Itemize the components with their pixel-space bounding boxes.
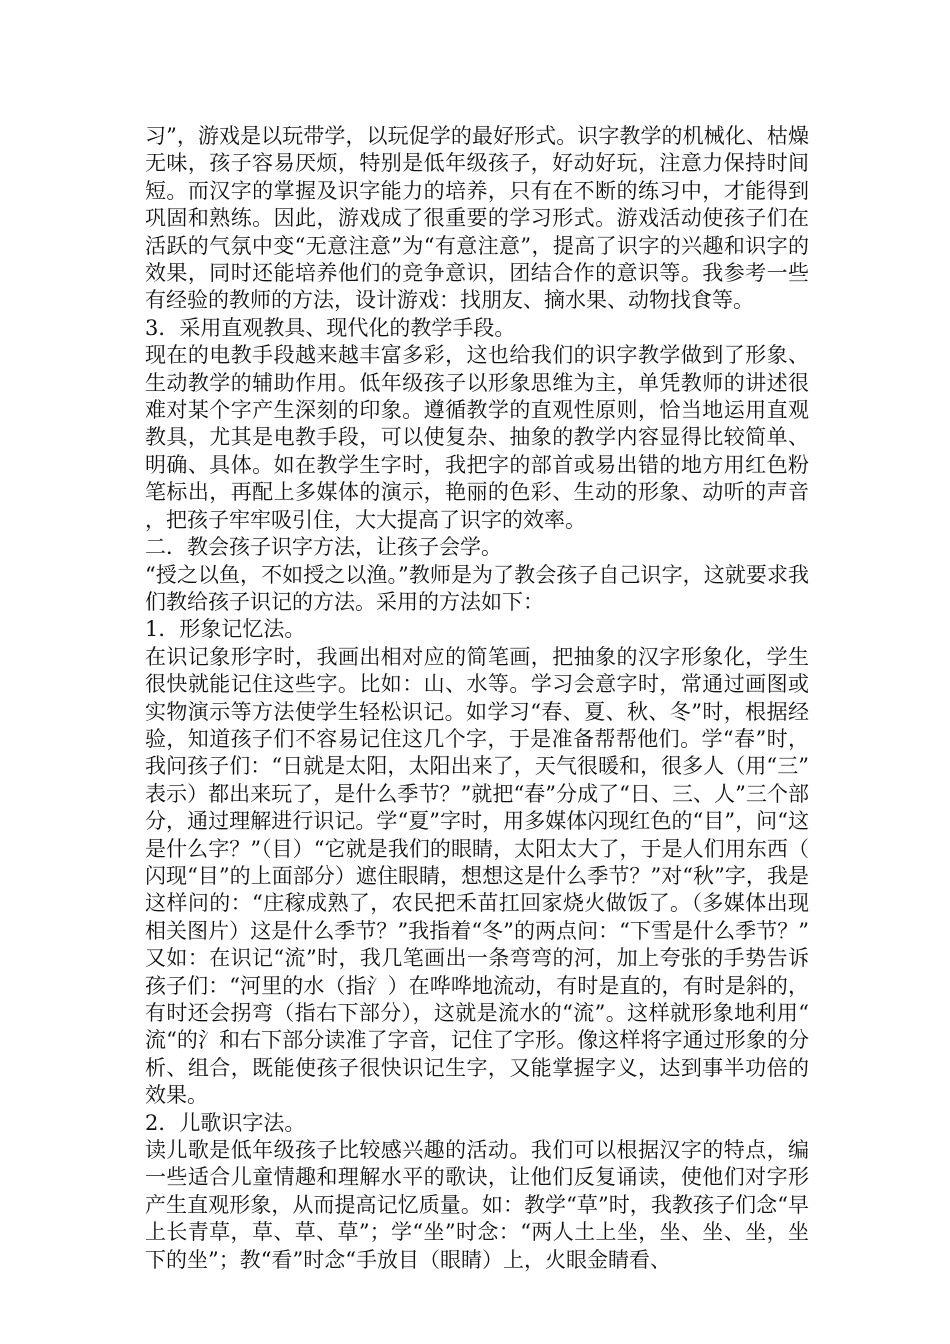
paragraph-nursery-rhyme-method: 读儿歌是低年级孩子比较感兴趣的活动。我们可以根据汉字的特点，编一些适合儿童情趣和理解水平的歌诀，让他们反复诵读，使他们对字形产生直观形象，从而提高记忆质量。如：教学“草”时，我教孩子们念“早上长青草，草、草、草”；学“坐”时念：“两人土上坐，坐、坐、坐，坐下的坐”；教“看”时念“手放目（眼睛）上，火眼金睛看、 — [145, 1138, 809, 1272]
document-page — [145, 123, 809, 1274]
section-heading-image-memory: 1．形象记忆法。 — [145, 617, 306, 642]
section-heading-visual-aids: 3．采用直观教具、现代化的教学手段。 — [145, 315, 516, 340]
paragraph-teach-to-fish: “授之以鱼，不如授之以渔。”教师是为了教会孩子自己识字，这就要求我们教给孩子识记的方法。采用的方法如下： — [145, 562, 809, 614]
paragraph-image-memory-method: 在识记象形字时，我画出相对应的简笔画，把抽象的汉字形象化，学生很快就能记住这些字。比如：山、水等。学习会意字时，常通过画图或实物演示等方法使学生轻松识记。如学习“春、夏、秋、冬”时，根据经验，知道孩子们不容易记住这几个字，于是准备帮帮他们。学“春”时，我问孩子们：“日就是太阳，太阳出来了，天气很暖和，很多人（用“三”表示）都出来玩了，是什么季节？”就把“春”分成了“日、三、人”三个部分，通过理解进行识记。学“夏”字时，用多媒体闪现红色的“目”，问“这是什么字？”（目）“它就是我们的眼睛，太阳太大了，于是人们用东西（闪现“目”的上面部分）遮住眼睛，想想这是什么季节？”对“秋”字，我是这样问的：“庄稼成熟了，农民把禾苗扛回家烧火做饭了。（多媒体出现相关图片）这是什么季节？”我指着“冬”的两点问：“下雪是什么季节？”又如：在识记“流”时，我几笔画出一条弯弯的河，加上夸张的手势告诉孩子们：“河里的水（指氵）在哗哗地流动，有时是直的，有时是斜的，有时还会拐弯（指右下部分），这就是流水的“流”。这样就形象地利用“流“的氵和右下部分读准了字音，记住了字形。像这样将字通过形象的分析、组合，既能使孩子很快识记生字，又能掌握字义，达到事半功倍的效果。 — [145, 644, 809, 1108]
section-heading-teach-methods: 二．教会孩子识字方法，让孩子会学。 — [145, 535, 502, 560]
section-heading-nursery-rhyme: 2．儿歌识字法。 — [145, 1110, 306, 1135]
paragraph-game-learning: 习”，游戏是以玩带学，以玩促学的最好形式。识字教学的机械化、枯燥无味，孩子容易厌烦，特别是低年级孩子，好动好玩，注意力保持时间短。而汉字的掌握及识字能力的培养，只有在不断的练习中，才能得到巩固和熟练。因此，游戏成了很重要的学习形式。游戏活动使孩子们在活跃的气氛中变“无意注意”为“有意注意”，提高了识字的兴趣和识字的效果，同时还能培养他们的竞争意识，团结合作的意识等。我参考一些有经验的教师的方法，设计游戏：找朋友、摘水果、动物找食等。 — [145, 124, 809, 313]
paragraph-multimedia-teaching: 现在的电教手段越来越丰富多彩，这也给我们的识字教学做到了形象、生动教学的辅助作用。低年级孩子以形象思维为主，单凭教师的讲述很难对某个字产生深刻的印象。遵循教学的直观性原则，恰当地运用直观教具，尤其是电教手段，可以使复杂、抽象的教学内容显得比较简单、明确、具体。如在教学生字时，我把字的部首或易出错的地方用红色粉笔标出，再配上多媒体的演示，艳丽的色彩、生动的形象、动听的声音，把孩子牢牢吸引住，大大提高了识字的效率。 — [145, 343, 809, 532]
